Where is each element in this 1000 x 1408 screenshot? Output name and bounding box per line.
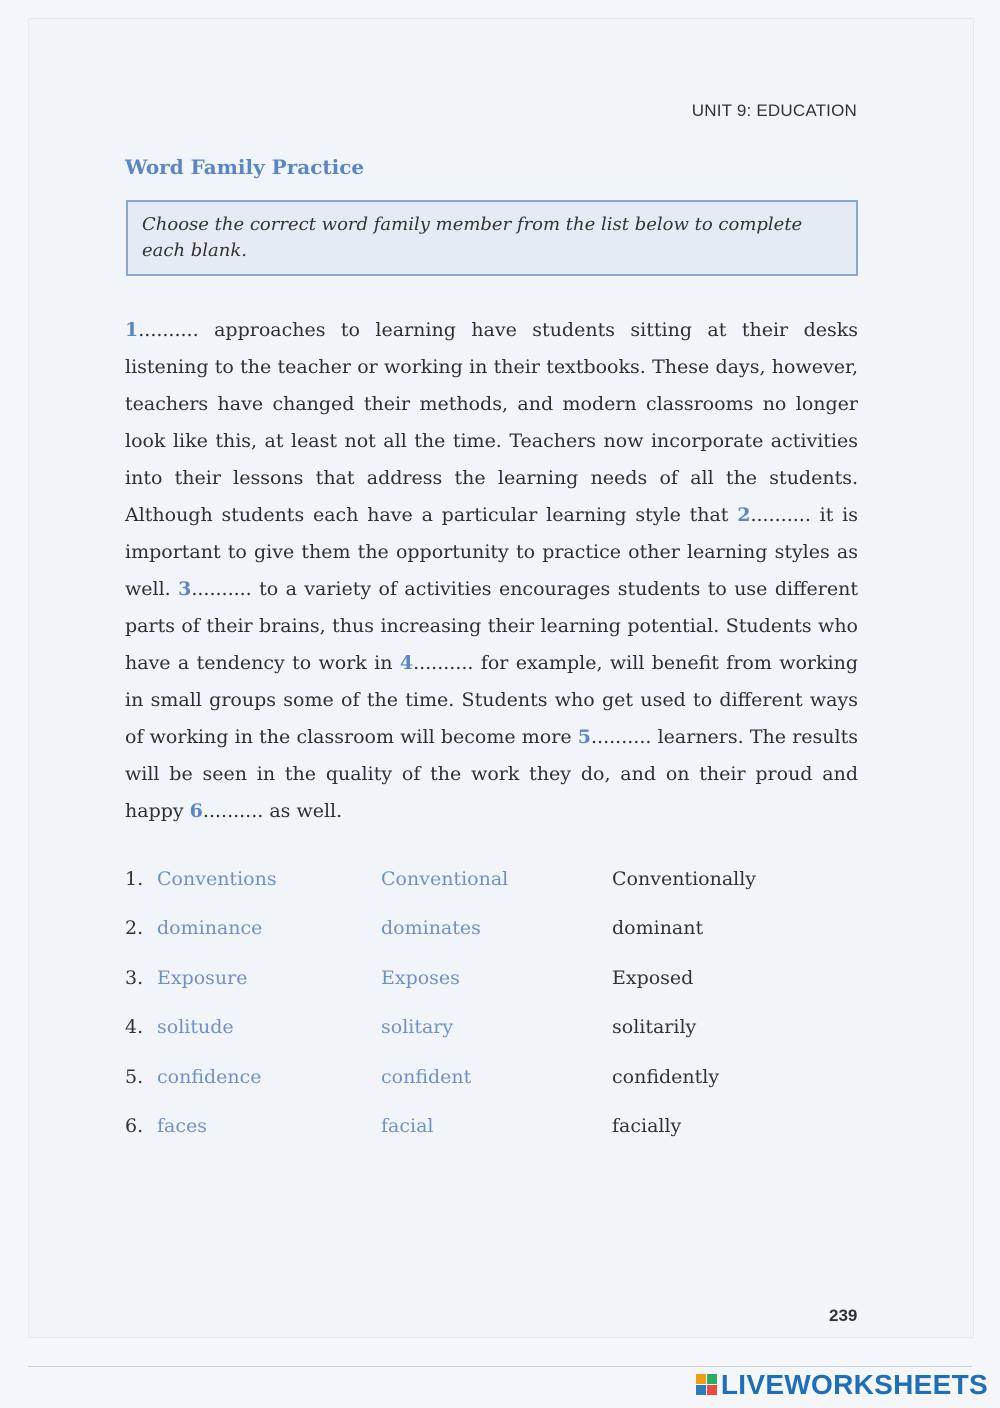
option-word[interactable]: Conventions <box>157 868 277 890</box>
option-word[interactable]: facial <box>381 1114 434 1137</box>
option-word[interactable]: dominates <box>381 917 481 940</box>
option-number: 4. <box>125 1016 144 1039</box>
blank-number-3: 3 <box>178 578 192 600</box>
liveworksheets-logo-icon <box>696 1374 718 1396</box>
option-word[interactable]: solitude <box>157 1016 234 1039</box>
option-row-4 <box>125 1016 825 1065</box>
blank-number-6: 6 <box>189 800 203 822</box>
option-word[interactable]: confident <box>381 1065 472 1088</box>
page-number: 239 <box>829 1306 858 1325</box>
option-word[interactable]: dominance <box>157 917 263 940</box>
option-word[interactable]: Exposure <box>157 966 248 989</box>
option-word[interactable]: facially <box>612 1114 682 1137</box>
option-number: 1. <box>125 868 144 890</box>
option-word[interactable]: confidence <box>157 1065 262 1088</box>
footer-divider <box>28 1366 972 1367</box>
blank-number-5: 5 <box>577 726 591 748</box>
passage-segment-4: .......... for example, will benefit from working in small groups some of the time. Students who get used to different ways of working in the classroom will become more <box>125 652 858 748</box>
option-word[interactable]: Exposed <box>612 966 694 989</box>
unit-header: UNIT 9: EDUCATION <box>691 101 857 120</box>
word-options-list <box>125 868 825 1164</box>
passage-segment-6: .......... as well. <box>202 800 343 822</box>
option-word[interactable]: Exposes <box>381 966 460 989</box>
passage-segment-3: .......... to a variety of activities encourages students to use different parts of their brains, thus increasing their learning potential. Students who have a tendency to work in <box>125 578 858 674</box>
option-number: 2. <box>125 917 144 940</box>
option-word[interactable]: solitary <box>381 1016 454 1039</box>
passage <box>125 312 858 830</box>
option-word[interactable]: solitarily <box>612 1016 697 1039</box>
option-row-5 <box>125 1066 825 1115</box>
option-row-3 <box>125 967 825 1016</box>
liveworksheets-logo[interactable] <box>696 1368 988 1402</box>
option-number: 5. <box>125 1065 144 1088</box>
section-title: Word Family Practice <box>125 155 365 179</box>
option-word[interactable]: Conventionally <box>612 868 757 890</box>
option-word[interactable]: confidently <box>612 1065 720 1088</box>
blank-number-2: 2 <box>737 504 751 526</box>
option-word[interactable]: dominant <box>612 917 704 940</box>
option-row-1 <box>125 868 825 917</box>
option-word[interactable]: faces <box>157 1114 207 1137</box>
passage-segment-2: .......... it is important to give them the opportunity to practice other learning styles as well. <box>125 504 858 600</box>
brand-name: LIVEWORKSHEETS <box>720 1369 988 1400</box>
passage-segment-1: .......... approaches to learning have students sitting at their desks listening to the teacher or working in their textbooks. These days, however, teachers have changed their methods, and modern classrooms no longer look like this, at least not all the time. Teachers now incorporate activities into their lessons that address the learning needs of all the students. Although students each have a particular learning style that <box>125 319 858 526</box>
option-word[interactable]: Conventional <box>381 868 509 890</box>
blank-number-1: 1 <box>125 319 139 341</box>
instruction-text: Choose the correct word family member from the list below to complete each blank. <box>142 214 803 261</box>
option-number: 3. <box>125 966 144 989</box>
passage-segment-5: .......... learners. The results will be seen in the quality of the work they do, and on their proud and happy <box>125 726 858 822</box>
option-row-2 <box>125 917 825 966</box>
option-number: 6. <box>125 1114 144 1137</box>
blank-number-4: 4 <box>399 652 414 674</box>
option-row-6 <box>125 1115 825 1164</box>
instruction-box <box>126 200 858 276</box>
